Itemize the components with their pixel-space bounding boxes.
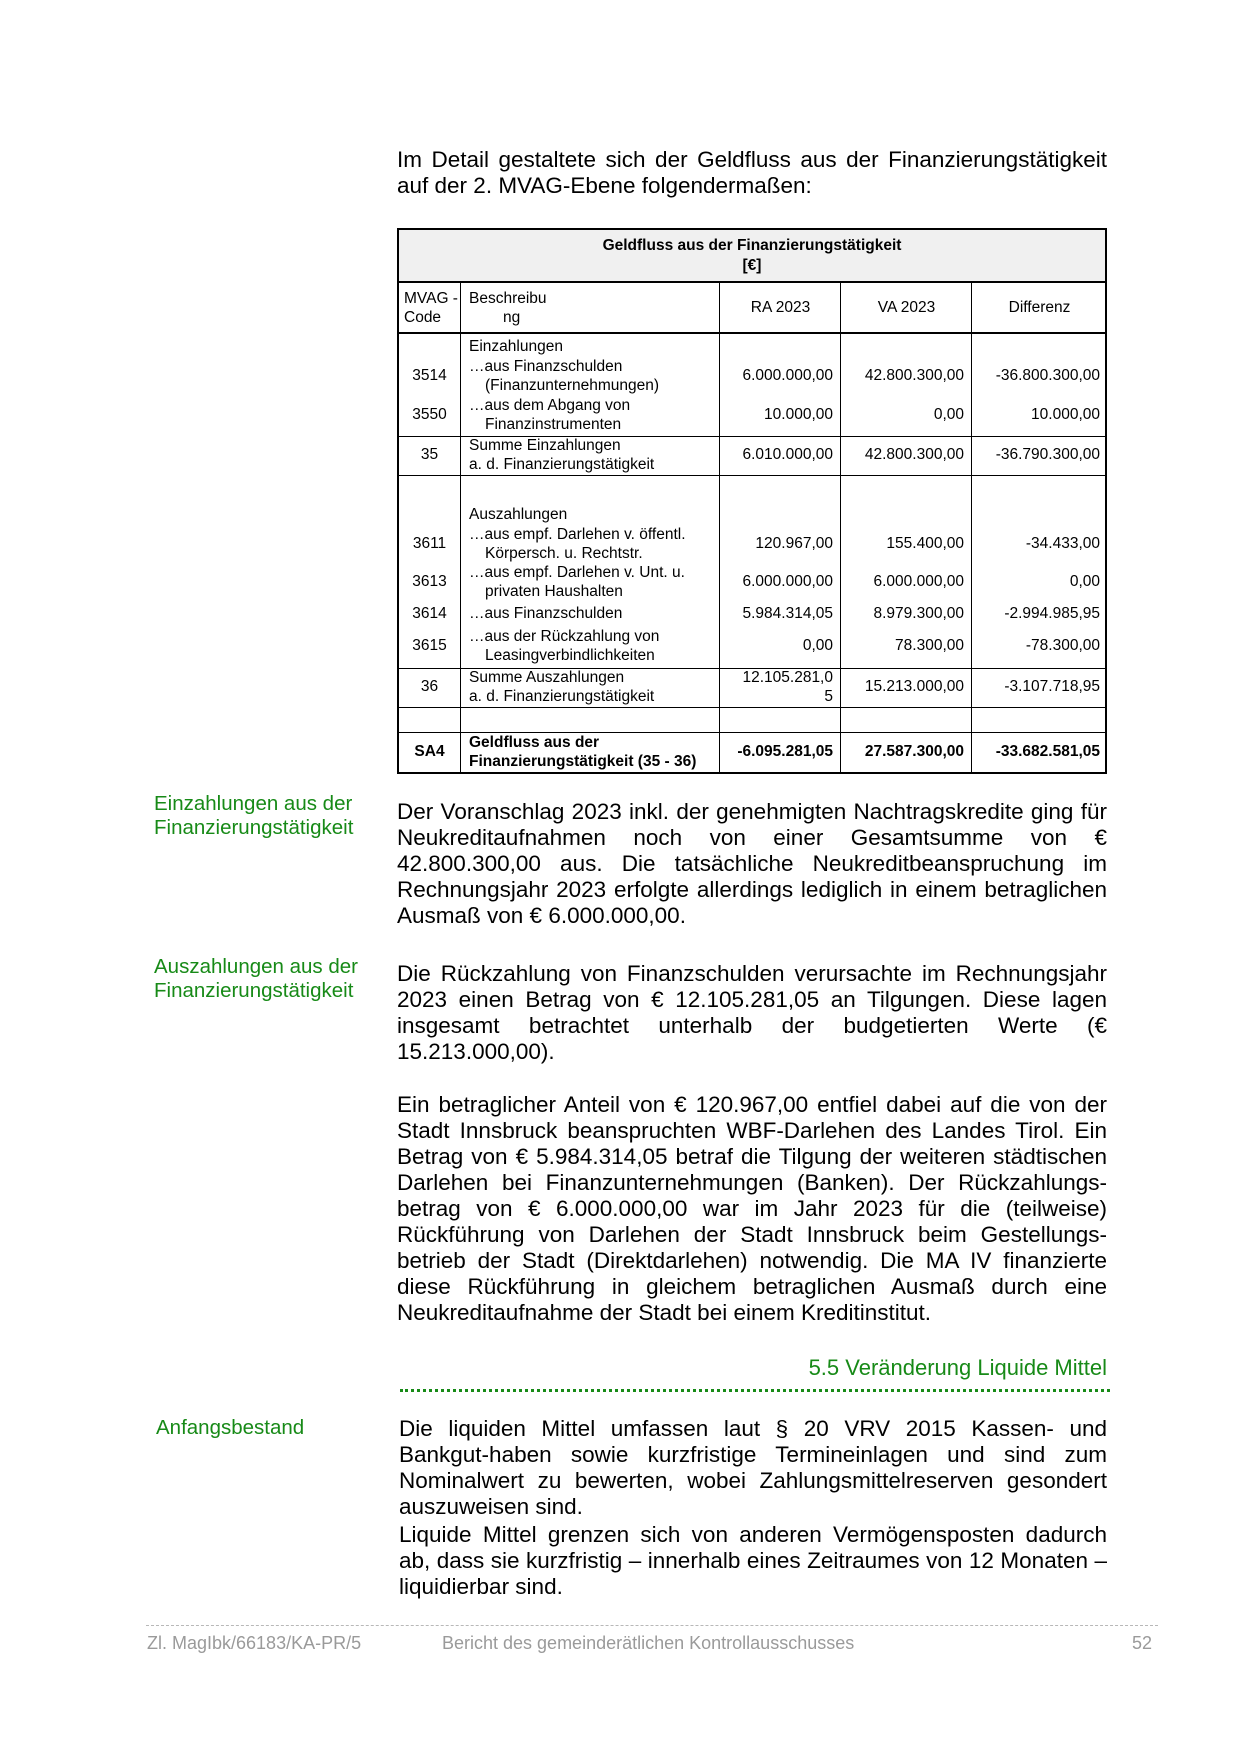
page-number: 52 <box>1131 1633 1152 1653</box>
cashflow-table: Geldfluss aus der Finanzierungstätigkeit [€] MVAG -Code Beschreibu ng RA 2023 VA 2023 Differenz Einzahlungen 3514 …aus Finanzschulden (Finanzunternehmungen) 6.000.000,00 42.800.300,00 -36.800.300,00 3550 …aus dem Abgang von Finanzinstrumenten 10.000,00 0,00 10.000,00 35 Summe Einzahlungen a. d. Finanzierungstätigkeit 6.010.000,00 42.800.300,00 -36.790.300,00 Auszahlungen 3611 …aus empf. Darlehen v. öffentl. Körpersch. u. Rechtstr. 120.967,00 155.400,00 -34.433,00 3613 …aus empf. Darlehen v. Unt. u. privaten Haushalten 6.000.000,00 6.000.000,00 0,00 3614 …aus Finanzschulden 5.984.314,05 8.979.300,00 -2.994.985,95 3615 …aus der Rückzahlung von Leasingverbindlichkeiten 0,00 78.300,00 -78.300,00 36 Summe Auszahlungen a. d. Finanzierungstätigkeit 12.105.281,0 5 15.213.000,00 -3.107.718,95 SA4 Geldfluss aus der Finanzierungstätigkeit (35 - 36) -6.095.281,05 27.587.300,00 -33.682.581,05 <box>397 228 1107 774</box>
table-unit: [€] <box>742 257 762 274</box>
paragraph-anteil: Ein betraglicher Anteil von € 120.967,00 entfiel dabei auf die von der Stadt Innsbruck beanspruchten WBF-Darlehen des Landes Tirol. Ein Betrag von € 5.984.314,05 betraf die Tilgung der weiteren städtischen Darlehen bei Finanzunternehmungen (Banken). Der Rückzahlungs-betrag von € 6.000.000,00 war im Jahr 2023 für die (teilweise) Rückführung von Darlehen der Stadt Innsbruck beim Gestellungs-betrieb der Stadt (Direktdarlehen) notwendig. Die MA IV finanzierte diese Rückführung in gleichem betraglichen Ausmaß durch eine Neukreditaufnahme der Stadt bei einem Kreditinstitut. <box>397 1092 1107 1325</box>
col-header-ra: RA 2023 <box>750 299 811 316</box>
table-title: Geldfluss aus der Finanzierungstätigkeit <box>602 237 902 254</box>
einzahlungen-label: Einzahlungen <box>469 338 563 355</box>
paragraph-neukredit: Der Voranschlag 2023 inkl. der genehmigten Nachtragskredite ging für Neukreditaufnahmen noch von einer Gesamtsumme von € 42.800.300,00 aus. Die tatsächliche Neukreditbeanspruchung im Rechnungsjahr 2023 erfolgte allerdings lediglich in einem betraglichen Ausmaß von € 6.000.000,00. <box>397 799 1107 928</box>
table-header <box>399 230 1105 283</box>
section-heading: 5.5 Veränderung Liquide Mittel <box>808 1355 1107 1380</box>
intro-paragraph: Im Detail gestaltete sich der Geldfluss aus der Finanzierungstätigkeit auf der 2. MVAG-Ebene folgendermaßen: <box>397 147 1107 198</box>
col-header-desc: Beschreibu ng <box>469 290 547 326</box>
margin-note-einzahlungen: Einzahlungen aus der Finanzierungstätigkeit <box>154 792 354 839</box>
paragraph-liquide-mittel: Die liquiden Mittel umfassen laut § 20 VRV 2015 Kassen- und Bankgut-haben sowie kurzfristige Termineinlagen und sind zum Nominalwert zu bewerten, wobei Zahlungsmittelreserven gesondert auszuweisen sind. <box>399 1416 1107 1519</box>
footer-divider <box>146 1625 1158 1626</box>
margin-note-anfangsbestand: Anfangsbestand <box>156 1416 305 1439</box>
paragraph-liquide-abgrenzung: Liquide Mittel grenzen sich von anderen Vermögensposten dadurch ab, dass sie kurzfristig – innerhalb eines Zeitraumes von 12 Monaten – liquidierbar sind. <box>399 1522 1107 1599</box>
footer-reference: Zl. MagIbk/66183/KA-PR/5 <box>147 1633 362 1653</box>
auszahlungen-label: Auszahlungen <box>469 506 568 523</box>
margin-note-auszahlungen: Auszahlungen aus der Finanzierungstätigkeit <box>154 955 359 1002</box>
section-divider <box>400 1389 1110 1392</box>
col-header-code: MVAG -Code <box>404 290 458 326</box>
col-header-diff: Differenz <box>1008 299 1071 316</box>
col-header-va: VA 2023 <box>877 299 936 316</box>
paragraph-rueckzahlung: Die Rückzahlung von Finanzschulden verursachte im Rechnungsjahr 2023 einen Betrag von € 12.105.281,05 an Tilgungen. Diese lagen insgesamt betrachtet unterhalb der budgetierten Werte (€ 15.213.000,00). <box>397 961 1107 1064</box>
footer-title: Bericht des gemeinderätlichen Kontrollausschusses <box>442 1633 855 1653</box>
